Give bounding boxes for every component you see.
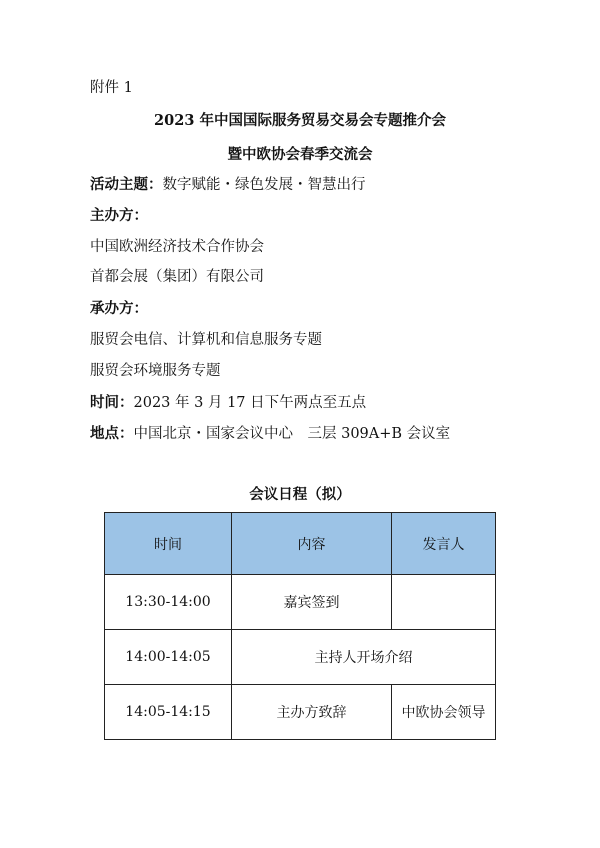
time-value: 2023 年 3 月 17 日下午两点至五点 xyxy=(133,395,367,411)
header-speaker: 发言人 xyxy=(392,513,496,575)
table-row xyxy=(105,630,496,685)
document-title: 2023 年中国国际服务贸易交易会专题推介会 xyxy=(154,112,446,129)
location-line xyxy=(90,424,450,444)
co-organizers-label: 承办方： xyxy=(90,300,148,317)
row-time: 13:30-14:00 xyxy=(105,575,232,630)
row-content: 主办方致辞 xyxy=(232,685,392,740)
location-label: 地点： xyxy=(90,425,134,442)
theme-label: 活动主题： xyxy=(90,176,163,193)
organizer-item: 首都会展（集团）有限公司 xyxy=(90,269,264,285)
organizer-item: 中国欧洲经济技术合作协会 xyxy=(90,239,264,255)
table-row xyxy=(105,685,496,740)
header-content: 内容 xyxy=(232,513,392,575)
row-time: 14:05-14:15 xyxy=(105,685,232,740)
time-label: 时间： xyxy=(90,394,134,411)
theme-line xyxy=(90,175,366,195)
row-speaker: 中欧协会领导 xyxy=(392,685,496,740)
row-content: 嘉宾签到 xyxy=(232,575,392,630)
document-subtitle: 暨中欧协会春季交流会 xyxy=(227,146,373,163)
organizers-label: 主办方： xyxy=(90,207,148,224)
attachment-label: 附件 1 xyxy=(90,80,133,96)
agenda-table xyxy=(104,512,496,740)
header-time: 时间 xyxy=(105,513,232,575)
table-row xyxy=(105,575,496,630)
row-content: 主持人开场介绍 xyxy=(232,630,496,685)
co-organizer-item: 服贸会环境服务专题 xyxy=(90,363,221,379)
agenda-header-row xyxy=(105,513,496,575)
row-speaker xyxy=(392,575,496,630)
row-time: 14:00-14:05 xyxy=(105,630,232,685)
co-organizer-item: 服贸会电信、计算机和信息服务专题 xyxy=(90,332,322,348)
theme-value: 数字赋能・绿色发展・智慧出行 xyxy=(162,177,366,193)
location-value: 中国北京・国家会议中心 三层 309A+B 会议室 xyxy=(133,426,451,442)
agenda-title: 会议日程（拟） xyxy=(249,486,351,503)
time-line xyxy=(90,393,366,413)
